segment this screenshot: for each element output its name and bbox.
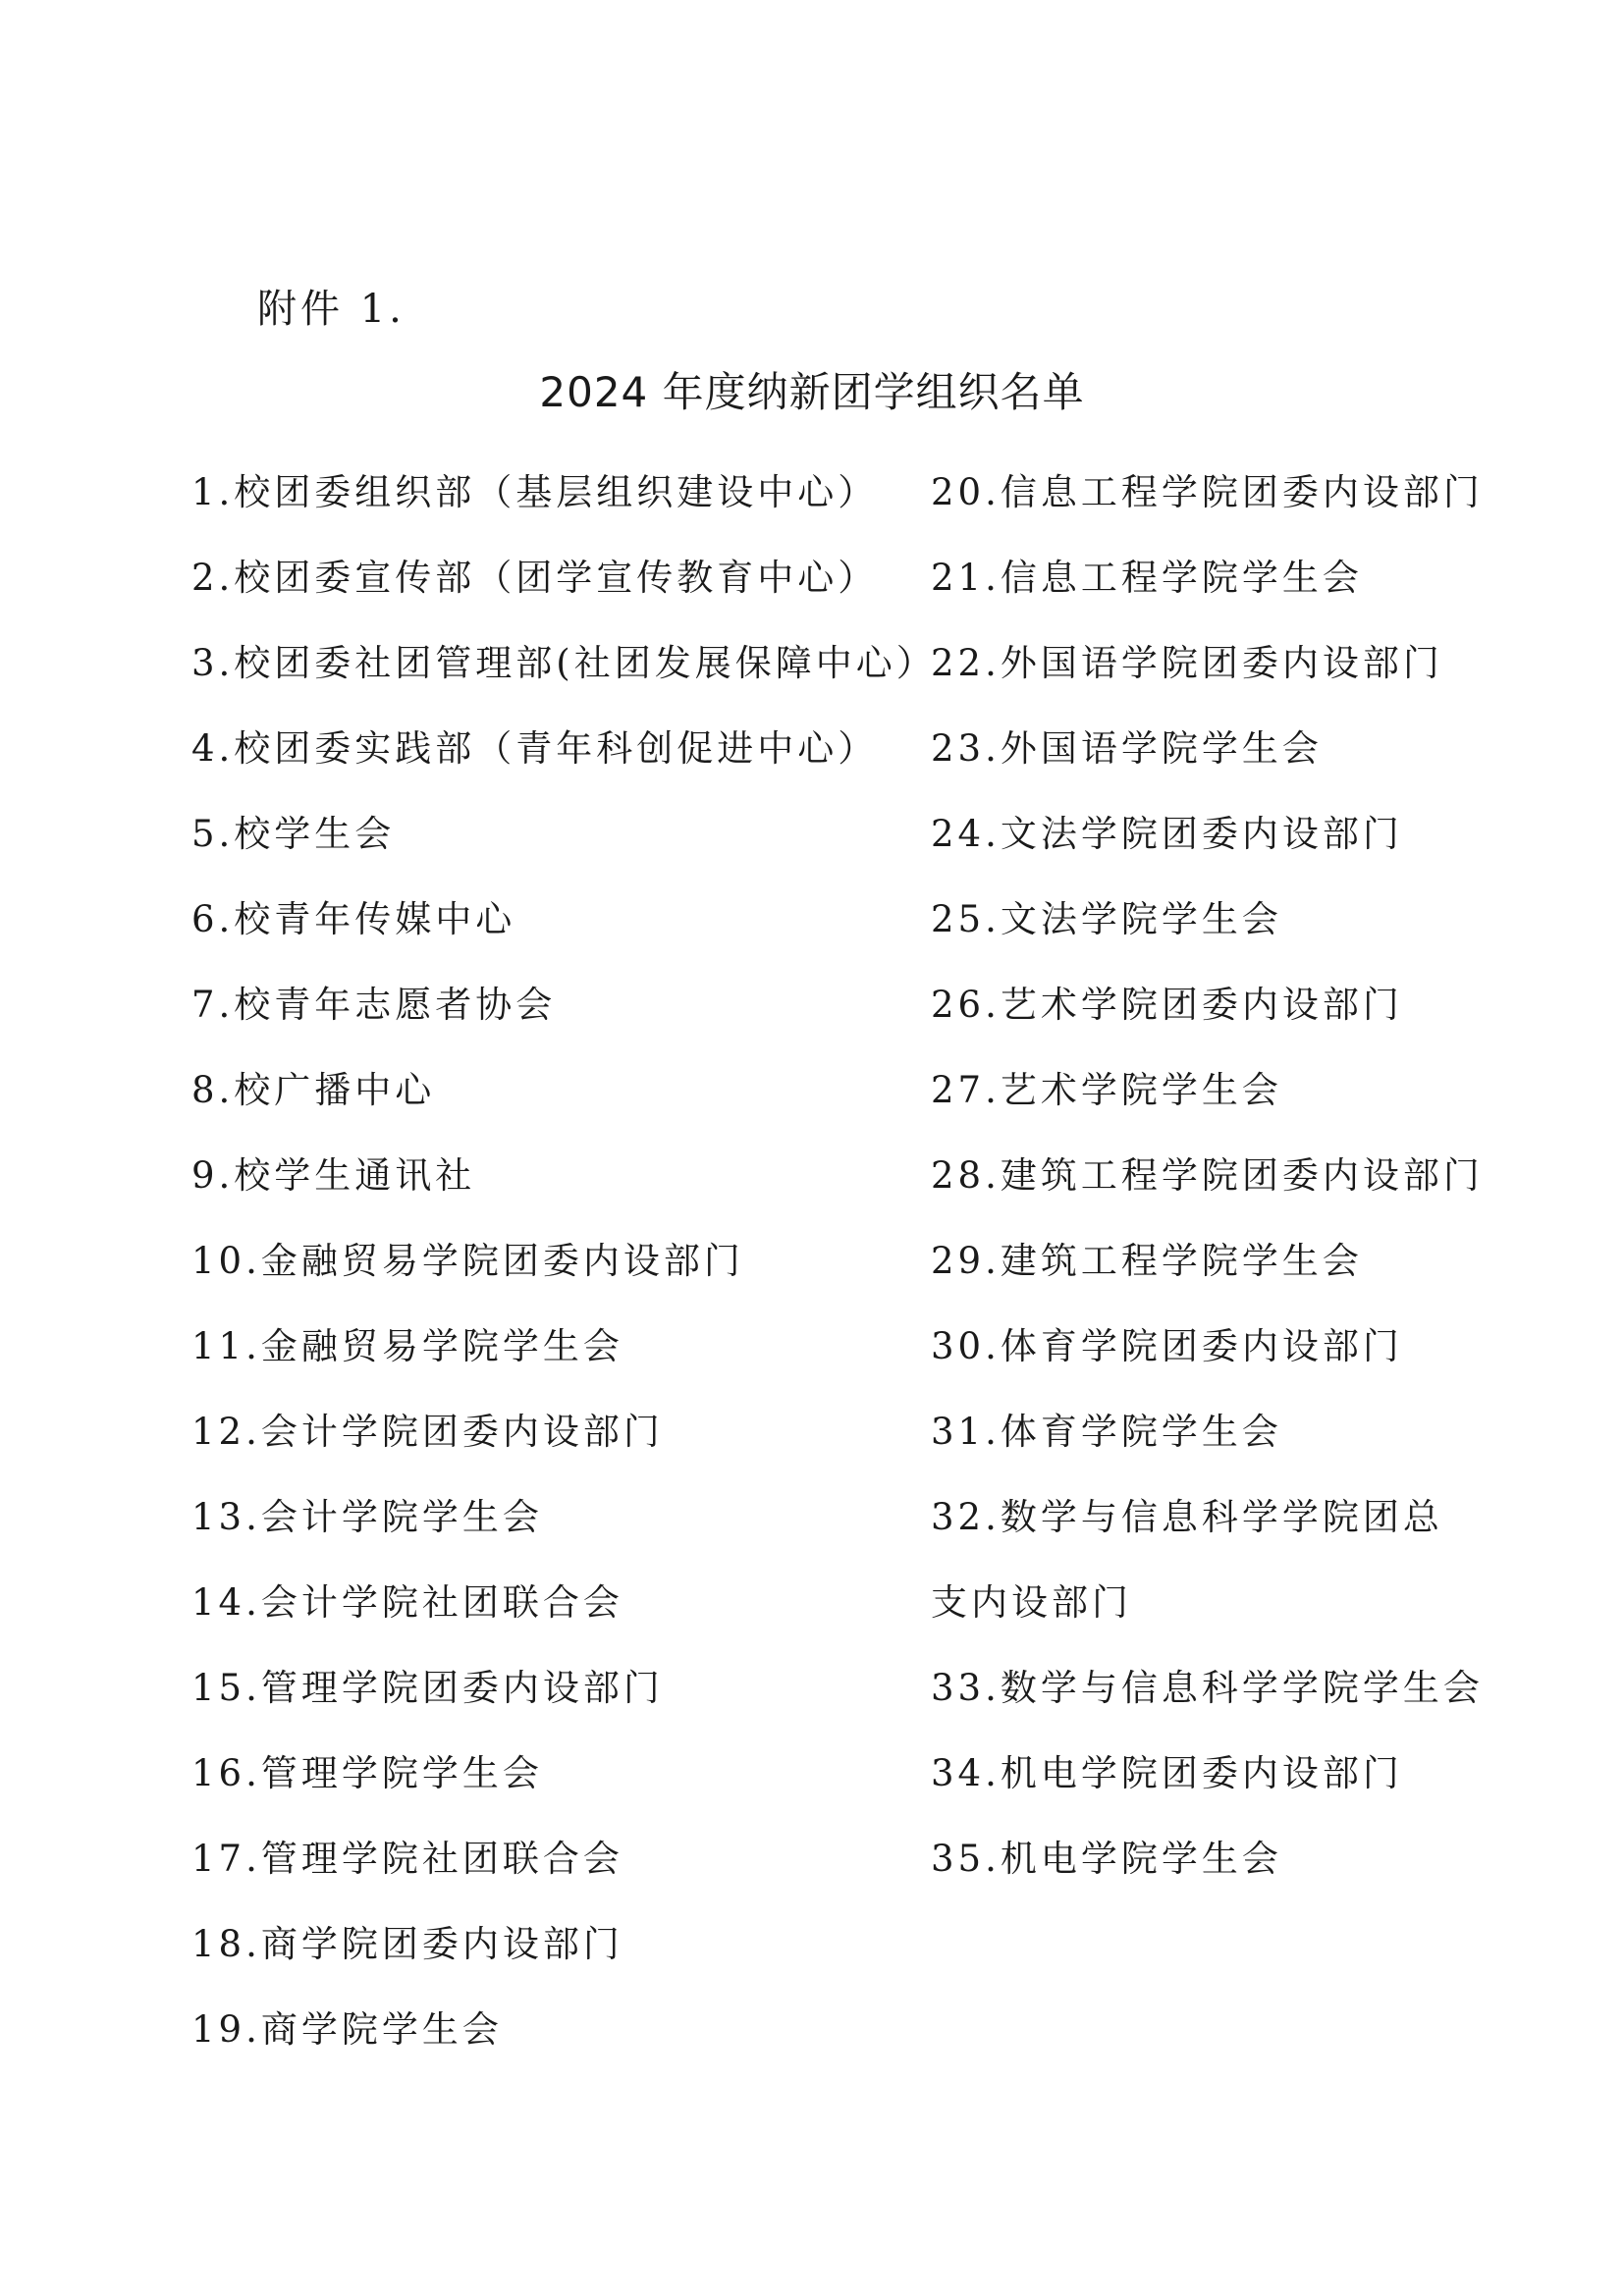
list-item: 30.体育学院团委内设部门 (931, 1325, 1403, 1367)
list-item: 10.金融贸易学院团委内设部门 (191, 1240, 744, 1282)
list-item: 3.校团委社团管理部(社团发展保障中心） (191, 642, 937, 684)
list-item: 27.艺术学院学生会 (931, 1069, 1282, 1111)
left-column-list (191, 450, 938, 2072)
list-item: 35.机电学院学生会 (931, 1838, 1282, 1880)
list-item: 4.校团委实践部（青年科创促进中心） (191, 727, 879, 770)
list-item: 1.校团委组织部（基层组织建设中心） (191, 471, 879, 513)
list-item: 8.校广播中心 (191, 1069, 436, 1111)
list-item: 25.文法学院学生会 (931, 898, 1282, 940)
list-item: 17.管理学院社团联合会 (191, 1838, 623, 1880)
list-item: 15.管理学院团委内设部门 (191, 1667, 664, 1709)
list-item: 21.信息工程学院学生会 (931, 557, 1363, 599)
list-item: 34.机电学院团委内设部门 (931, 1752, 1403, 1794)
list-item: 19.商学院学生会 (191, 2008, 503, 2051)
list-item: 32.数学与信息科学学院团总 (931, 1496, 1443, 1538)
list-item: 6.校青年传媒中心 (191, 898, 516, 940)
list-item: 26.艺术学院团委内设部门 (931, 984, 1403, 1026)
list-item: 9.校学生通讯社 (191, 1154, 476, 1197)
page-title: 2024 年度纳新团学组织名单 (539, 368, 1085, 416)
list-item: 20.信息工程学院团委内设部门 (931, 471, 1484, 513)
list-item: 5.校学生会 (191, 813, 396, 855)
list-item: 31.体育学院学生会 (931, 1411, 1282, 1453)
list-item: 12.会计学院团委内设部门 (191, 1411, 664, 1453)
list-item: 23.外国语学院学生会 (931, 727, 1323, 770)
right-column-list (931, 450, 1520, 1901)
list-item: 29.建筑工程学院学生会 (931, 1240, 1363, 1282)
list-item: 33.数学与信息科学学院学生会 (931, 1667, 1484, 1709)
list-item: 18.商学院团委内设部门 (191, 1923, 623, 1965)
list-item: 28.建筑工程学院团委内设部门 (931, 1154, 1484, 1197)
list-item: 13.会计学院学生会 (191, 1496, 543, 1538)
list-item: 7.校青年志愿者协会 (191, 984, 557, 1026)
list-item: 16.管理学院学生会 (191, 1752, 543, 1794)
list-item: 24.文法学院团委内设部门 (931, 813, 1403, 855)
list-item: 14.会计学院社团联合会 (191, 1581, 623, 1624)
list-item-continuation: 支内设部门 (931, 1581, 1132, 1624)
list-item: 11.金融贸易学院学生会 (191, 1325, 623, 1367)
list-item: 2.校团委宣传部（团学宣传教育中心） (191, 557, 879, 599)
attachment-label: 附件 1. (257, 287, 406, 332)
list-item: 22.外国语学院团委内设部门 (931, 642, 1443, 684)
